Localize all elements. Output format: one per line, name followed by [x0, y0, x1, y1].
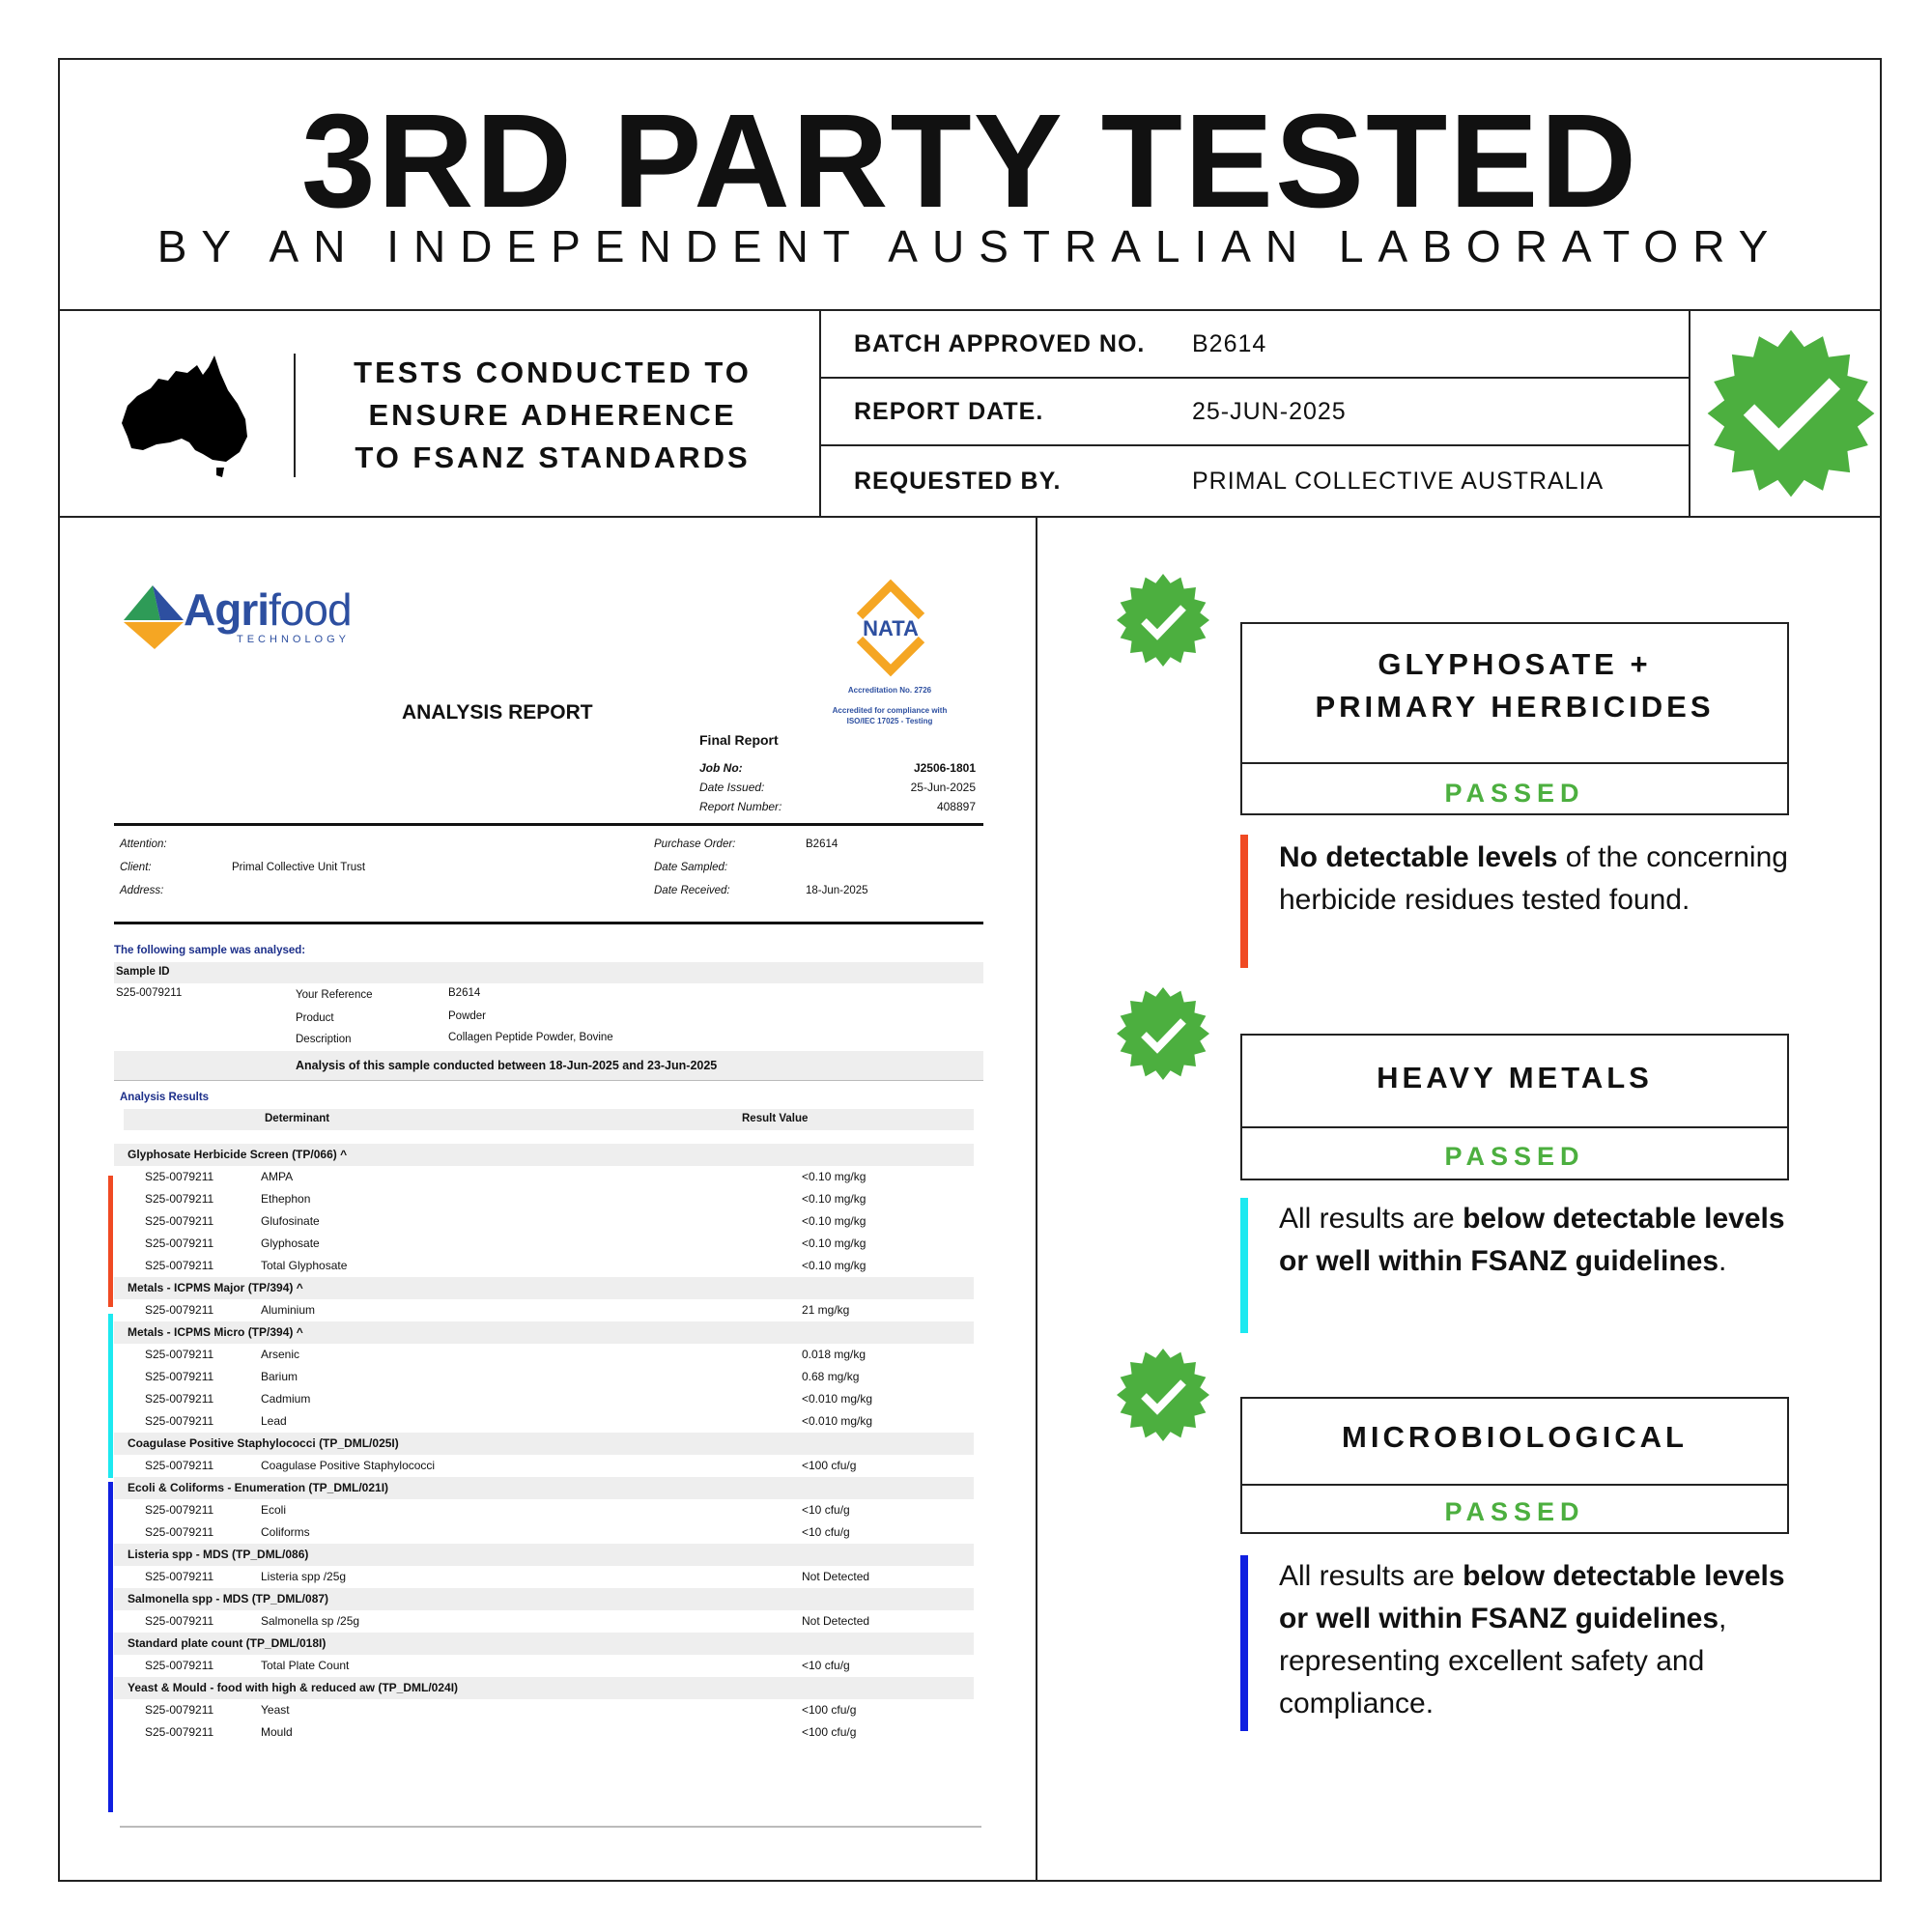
result-group-name: Yeast & Mould - food with high & reduced aw (TP_DML/024I): [128, 1681, 459, 1694]
herbicides-status: PASSED: [1444, 779, 1585, 808]
result-group-name: Salmonella spp - MDS (TP_DML/087): [128, 1592, 329, 1605]
result-group-name: Coagulase Positive Staphylococci (TP_DML/025I): [128, 1436, 399, 1450]
result-determinant: Coliforms: [261, 1525, 310, 1539]
result-determinant: Arsenic: [261, 1348, 300, 1361]
description-label: Description: [296, 1034, 352, 1045]
result-row: [114, 1455, 974, 1477]
result-sample-id: S25-0079211: [145, 1259, 214, 1272]
heavy-metals-panel: [1240, 1034, 1789, 1180]
result-value: <0.10 mg/kg: [802, 1192, 867, 1206]
attention-label: Attention:: [120, 838, 167, 850]
result-row: [114, 1521, 974, 1544]
australia-map-icon: [108, 346, 253, 481]
result-determinant: Total Glyphosate: [261, 1259, 348, 1272]
result-value: <10 cfu/g: [802, 1503, 850, 1517]
result-sample-id: S25-0079211: [145, 1348, 214, 1361]
product-label: Product: [296, 1012, 334, 1024]
result-determinant: Coagulase Positive Staphylococci: [261, 1459, 436, 1472]
sample-id-value: S25-0079211: [116, 987, 183, 999]
product-value: Powder: [448, 1010, 486, 1022]
results-divider: [1036, 516, 1037, 1880]
col-result: Result Value: [742, 1113, 809, 1124]
result-determinant: Barium: [261, 1370, 298, 1383]
infographic-frame: [58, 58, 1882, 1882]
result-row: [114, 1255, 974, 1277]
page-subtitle: BY AN INDEPENDENT AUSTRALIAN LABORATORY: [156, 221, 1783, 271]
result-sample-id: S25-0079211: [145, 1370, 214, 1383]
result-sample-id: S25-0079211: [145, 1659, 214, 1672]
result-row: [114, 1388, 974, 1410]
result-value: <0.10 mg/kg: [802, 1236, 867, 1250]
result-value: <0.10 mg/kg: [802, 1170, 867, 1183]
herbicides-description: No detectable levels of the concerning herbicide residues tested found.: [1279, 841, 1788, 916]
microbiological-title: MICROBIOLOGICAL: [1342, 1420, 1688, 1454]
job-no-label: Job No:: [699, 761, 743, 775]
analysis-report: [60, 516, 1036, 1880]
purchase-order-label: Purchase Order:: [654, 838, 736, 850]
your-reference-label: Your Reference: [296, 989, 373, 1001]
result-value: Not Detected: [802, 1614, 870, 1628]
herbicides-panel: [1240, 622, 1789, 815]
result-value: <0.010 mg/kg: [802, 1392, 873, 1406]
microbiological-status: PASSED: [1444, 1497, 1585, 1526]
result-determinant: Salmonella sp /25g: [261, 1614, 360, 1628]
result-determinant: Listeria spp /25g: [261, 1570, 347, 1583]
pass-seal-icon: [1115, 1347, 1211, 1443]
result-value: <100 cfu/g: [802, 1459, 857, 1472]
result-determinant: Glyphosate: [261, 1236, 320, 1250]
result-value: Not Detected: [802, 1570, 870, 1583]
result-group-header: [114, 1277, 974, 1299]
info-divider: [294, 354, 296, 477]
result-value: 21 mg/kg: [802, 1303, 850, 1317]
purchase-order-value: B2614: [806, 838, 838, 850]
report-rule-mid: [114, 922, 983, 924]
result-group-header: [114, 1321, 974, 1344]
result-value: 0.68 mg/kg: [802, 1370, 860, 1383]
result-group-header: [114, 1633, 974, 1655]
micro-highlight-bar: [108, 1482, 113, 1812]
requested-by-row: REQUESTED BY. PRIMAL COLLECTIVE AUSTRALIA: [854, 468, 1605, 495]
result-value: <0.010 mg/kg: [802, 1414, 873, 1428]
results-header-band: [124, 1109, 974, 1130]
client-value: Primal Collective Unit Trust: [232, 862, 366, 873]
header: [60, 60, 1880, 311]
pass-seal-icon: [1115, 985, 1211, 1082]
report-title: ANALYSIS REPORT: [402, 701, 593, 724]
result-row: [114, 1699, 974, 1721]
herbicide-highlight-bar: [108, 1176, 113, 1307]
result-determinant: Glufosinate: [261, 1214, 320, 1228]
client-label: Client:: [120, 862, 152, 873]
result-group-name: Listeria spp - MDS (TP_DML/086): [128, 1548, 309, 1561]
metals-highlight-bar: [108, 1314, 113, 1478]
result-determinant: Ecoli: [261, 1503, 287, 1517]
pass-seal-icon: [1115, 572, 1211, 668]
result-row: [114, 1721, 974, 1744]
heavy-metals-title: HEAVY METALS: [1377, 1061, 1653, 1094]
results-area: [60, 516, 1880, 1880]
herbicides-title: GLYPHOSATE + PRIMARY HERBICIDES: [1315, 647, 1715, 724]
nata-text: NATA: [863, 616, 919, 640]
result-row: [114, 1566, 974, 1588]
result-group-header: [114, 1677, 974, 1699]
result-sample-id: S25-0079211: [145, 1570, 214, 1583]
result-sample-id: S25-0079211: [145, 1192, 214, 1206]
result-row: [114, 1499, 974, 1521]
result-determinant: Total Plate Count: [261, 1659, 350, 1672]
panel-separator: [1242, 762, 1787, 764]
result-row: [114, 1410, 974, 1433]
result-row: [114, 1188, 974, 1210]
result-group-header: [114, 1433, 974, 1455]
result-determinant: AMPA: [261, 1170, 294, 1183]
result-sample-id: S25-0079211: [145, 1303, 214, 1317]
report-rule-top: [114, 823, 983, 826]
result-value: <0.10 mg/kg: [802, 1259, 867, 1272]
result-row: [114, 1610, 974, 1633]
description-value: Collagen Peptide Powder, Bovine: [448, 1032, 613, 1043]
herbicides-accent-bar: [1240, 835, 1248, 968]
result-sample-id: S25-0079211: [145, 1214, 214, 1228]
result-group-name: Metals - ICPMS Major (TP/394) ^: [128, 1281, 303, 1294]
col-determinant: Determinant: [265, 1113, 330, 1124]
report-rule-bottom: [120, 1826, 981, 1828]
job-no-value: J2506-1801: [913, 761, 976, 775]
date-issued-value: 25-Jun-2025: [910, 781, 976, 794]
result-row: [114, 1233, 974, 1255]
batch-meta: [819, 309, 1690, 516]
agrifood-wordmark: Agrifood: [184, 584, 352, 635]
info-row: [60, 309, 1880, 518]
result-group-name: Metals - ICPMS Micro (TP/394) ^: [128, 1325, 303, 1339]
result-group-header: [114, 1544, 974, 1566]
page-title: 3RD PARTY TESTED: [300, 87, 1639, 236]
report-number-value: 408897: [936, 800, 976, 813]
metals-accent-bar: [1240, 1198, 1248, 1333]
result-determinant: Ethephon: [261, 1192, 311, 1206]
result-value: 0.018 mg/kg: [802, 1348, 867, 1361]
nata-accreditation: Accreditation No. 2726: [847, 686, 932, 695]
result-sample-id: S25-0079211: [145, 1459, 214, 1472]
result-sample-id: S25-0079211: [145, 1236, 214, 1250]
analysis-period: Analysis of this sample conducted between 18-Jun-2025 and 23-Jun-2025: [296, 1059, 718, 1072]
result-row: [114, 1655, 974, 1677]
result-sample-id: S25-0079211: [145, 1703, 214, 1717]
result-sample-id: S25-0079211: [145, 1414, 214, 1428]
nata-logo-icon: [842, 576, 939, 684]
batch-row: BATCH APPROVED NO. B2614: [821, 309, 1689, 379]
result-row: [114, 1210, 974, 1233]
result-determinant: Mould: [261, 1725, 293, 1739]
approved-seal-icon: [1704, 327, 1878, 500]
date-received-value: 18-Jun-2025: [806, 885, 868, 896]
result-value: <10 cfu/g: [802, 1659, 850, 1672]
final-report-label: Final Report: [699, 732, 779, 748]
nata-compliance: Accredited for compliance with ISO/IEC 17025 - Testing: [832, 706, 948, 725]
your-reference-value: B2614: [448, 987, 481, 999]
result-row: [114, 1366, 974, 1388]
results-heading: Analysis Results: [120, 1092, 210, 1103]
result-row: [114, 1299, 974, 1321]
heavy-metals-status: PASSED: [1444, 1142, 1585, 1171]
result-value: <0.10 mg/kg: [802, 1214, 867, 1228]
result-sample-id: S25-0079211: [145, 1525, 214, 1539]
report-date-row: REPORT DATE. 25-JUN-2025: [821, 377, 1689, 446]
result-row: [114, 1344, 974, 1366]
date-sampled-label: Date Sampled:: [654, 862, 728, 873]
panel-separator: [1242, 1126, 1787, 1128]
panel-separator: [1242, 1484, 1787, 1486]
fsanz-statement: TESTS CONDUCTED TO ENSURE ADHERENCE TO FSANZ STANDARDS: [354, 355, 752, 474]
result-group-header: [114, 1588, 974, 1610]
result-determinant: Cadmium: [261, 1392, 311, 1406]
result-value: <10 cfu/g: [802, 1525, 850, 1539]
result-sample-id: S25-0079211: [145, 1614, 214, 1628]
heavy-metals-description: All results are below detectable levels or well within FSANZ guidelines.: [1279, 1203, 1785, 1277]
result-group-header: [114, 1477, 974, 1499]
result-group-name: Standard plate count (TP_DML/018I): [128, 1636, 327, 1650]
date-received-label: Date Received:: [654, 885, 730, 896]
result-determinant: Yeast: [261, 1703, 290, 1717]
result-group-name: Glyphosate Herbicide Screen (TP/066) ^: [128, 1148, 348, 1161]
result-sample-id: S25-0079211: [145, 1725, 214, 1739]
microbiological-description: All results are below detectable levels or well within FSANZ guidelines, representing excellent safety and compliance.: [1279, 1560, 1785, 1719]
result-value: <100 cfu/g: [802, 1703, 857, 1717]
result-sample-id: S25-0079211: [145, 1503, 214, 1517]
sample-id-band: [114, 962, 983, 983]
sample-id-label: Sample ID: [116, 966, 170, 978]
report-number-label: Report Number:: [699, 800, 782, 813]
result-determinant: Aluminium: [261, 1303, 316, 1317]
result-group-header: [114, 1144, 974, 1166]
result-value: <100 cfu/g: [802, 1725, 857, 1739]
result-sample-id: S25-0079211: [145, 1392, 214, 1406]
result-group-name: Ecoli & Coliforms - Enumeration (TP_DML/021I): [128, 1481, 389, 1494]
microbiological-panel: [1240, 1397, 1789, 1534]
address-label: Address:: [120, 885, 164, 896]
result-sample-id: S25-0079211: [145, 1170, 214, 1183]
micro-accent-bar: [1240, 1555, 1248, 1731]
agrifood-tagline: TECHNOLOGY: [237, 634, 351, 645]
date-issued-label: Date Issued:: [699, 781, 765, 794]
result-determinant: Lead: [261, 1414, 287, 1428]
sample-heading: The following sample was analysed:: [114, 945, 306, 956]
result-row: [114, 1166, 974, 1188]
